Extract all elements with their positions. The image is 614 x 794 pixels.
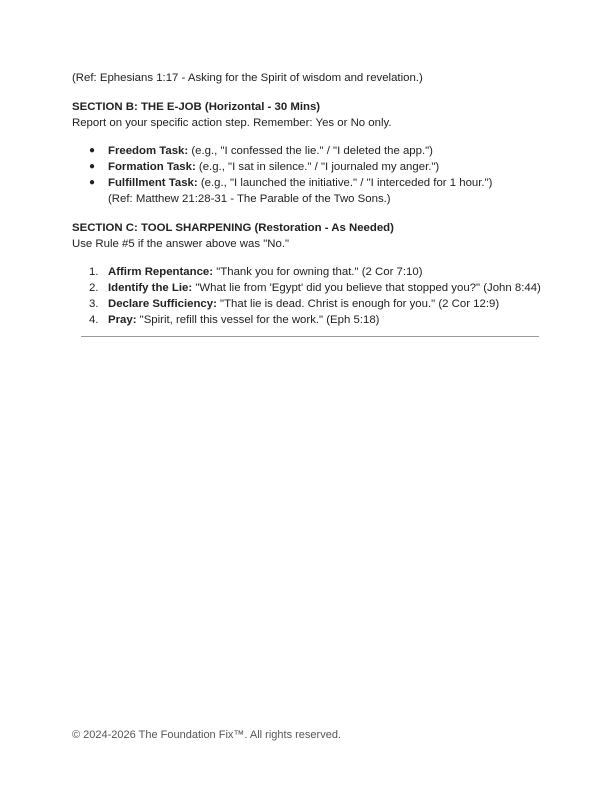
step-label: Identify the Lie: <box>108 282 193 294</box>
step-label: Affirm Repentance: <box>108 266 214 278</box>
task-example: (e.g., "I launched the initiative." / "I interceded for 1 hour.") <box>197 177 493 189</box>
section-b <box>72 99 544 207</box>
list-item-formation-task <box>72 159 544 175</box>
task-label: Fulfillment Task: <box>108 177 198 189</box>
section-b-description: Report on your specific action step. Remember: Yes or No only. <box>72 117 392 129</box>
step-label: Declare Sufficiency: <box>108 298 217 310</box>
ephesians-reference: (Ref: Ephesians 1:17 - Asking for the Spirit of wisdom and revelation.) <box>72 72 423 84</box>
section-b-heading: SECTION B: THE E-JOB (Horizontal - 30 Mins) <box>72 101 321 113</box>
step-label: Pray: <box>108 314 137 326</box>
section-c-heading: SECTION C: TOOL SHARPENING (Restoration - As Needed) <box>72 222 394 234</box>
list-item-declare-sufficiency <box>72 296 544 312</box>
list-item-affirm-repentance <box>72 264 544 280</box>
list-item-fulfillment-task <box>72 175 544 207</box>
task-example: (e.g., "I confessed the lie." / "I deleted the app.") <box>188 145 433 157</box>
step-text: "That lie is dead. Christ is enough for you." (2 Cor 12:9) <box>216 298 500 310</box>
step-number: 3. <box>89 298 99 310</box>
task-label: Formation Task: <box>108 161 196 173</box>
list-item-identify-lie <box>72 280 544 296</box>
step-text: "What lie from 'Egypt' did you believe that stopped you?" (John 8:44) <box>192 282 541 294</box>
task-example: (e.g., "I sat in silence." / "I journaled my anger.") <box>195 161 440 173</box>
matthew-reference: (Ref: Matthew 21:28-31 - The Parable of the Two Sons.) <box>108 193 391 205</box>
bullet-icon: ● <box>89 161 96 172</box>
restoration-steps <box>72 264 544 328</box>
step-number: 4. <box>89 314 99 326</box>
copyright-footer: © 2024-2026 The Foundation Fix™. All rights reserved. <box>72 729 341 741</box>
list-item-freedom-task <box>72 143 544 159</box>
bullet-icon: ● <box>89 145 96 156</box>
step-text: "Spirit, refill this vessel for the work." (Eph 5:18) <box>136 314 380 326</box>
section-c <box>72 220 544 328</box>
step-number: 1. <box>89 266 99 278</box>
section-c-description: Use Rule #5 if the answer above was "No." <box>72 238 290 250</box>
task-list <box>72 143 544 207</box>
task-label: Freedom Task: <box>108 145 189 157</box>
bullet-icon: ● <box>89 177 96 188</box>
step-number: 2. <box>89 282 99 294</box>
list-item-pray <box>72 312 544 328</box>
document-body <box>72 70 544 328</box>
horizontal-divider <box>81 336 539 337</box>
step-text: "Thank you for owning that." (2 Cor 7:10) <box>213 266 423 278</box>
